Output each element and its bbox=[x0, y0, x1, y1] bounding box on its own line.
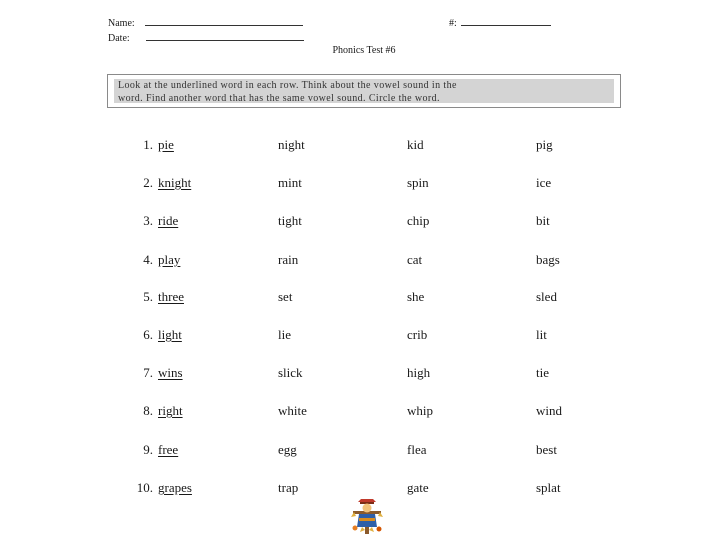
answer-option[interactable]: she bbox=[407, 289, 425, 304]
underlined-target-word: knight bbox=[158, 175, 192, 190]
question-number: 9. bbox=[143, 442, 153, 457]
scarecrow-icon bbox=[349, 498, 385, 534]
underlined-target-word: right bbox=[158, 403, 183, 418]
question-row bbox=[0, 175, 728, 195]
instructions-box bbox=[107, 74, 621, 108]
question-number: 8. bbox=[143, 403, 153, 418]
question-row bbox=[0, 289, 728, 309]
underlined-target-word: pie bbox=[158, 137, 174, 152]
underlined-target-word: free bbox=[158, 442, 179, 457]
answer-option[interactable]: wind bbox=[536, 403, 562, 418]
underlined-target-word: wins bbox=[158, 365, 183, 380]
underlined-target-word: light bbox=[158, 327, 182, 342]
answer-option[interactable]: lit bbox=[536, 327, 547, 342]
question-number: 2. bbox=[143, 175, 153, 190]
question-number: 5. bbox=[143, 289, 153, 304]
answer-option[interactable]: tight bbox=[278, 213, 302, 228]
number-label: #: bbox=[449, 18, 457, 29]
page-title: Phonics Test #6 bbox=[332, 45, 396, 56]
answer-option[interactable]: gate bbox=[407, 480, 429, 495]
answer-option[interactable]: bit bbox=[536, 213, 550, 228]
date-field[interactable] bbox=[108, 31, 304, 44]
answer-option[interactable]: spin bbox=[407, 175, 429, 190]
name-blank-line[interactable] bbox=[145, 16, 303, 26]
question-row bbox=[0, 480, 728, 500]
answer-option[interactable]: flea bbox=[407, 442, 427, 457]
answer-option[interactable]: mint bbox=[278, 175, 302, 190]
answer-option[interactable]: whip bbox=[407, 403, 433, 418]
answer-option[interactable]: best bbox=[536, 442, 557, 457]
name-label: Name: bbox=[108, 18, 135, 29]
answer-option[interactable]: kid bbox=[407, 137, 424, 152]
answer-option[interactable]: crib bbox=[407, 327, 428, 342]
answer-option[interactable]: slick bbox=[278, 365, 303, 380]
underlined-target-word: grapes bbox=[158, 480, 192, 495]
question-row bbox=[0, 213, 728, 233]
date-label: Date: bbox=[108, 33, 130, 44]
answer-option[interactable]: pig bbox=[536, 137, 553, 152]
underlined-target-word: ride bbox=[158, 213, 179, 228]
question-row bbox=[0, 252, 728, 272]
question-number: 7. bbox=[143, 365, 153, 380]
question-number: 6. bbox=[143, 327, 153, 342]
question-number: 3. bbox=[143, 213, 153, 228]
instructions-text bbox=[114, 79, 614, 103]
date-blank-line[interactable] bbox=[146, 31, 304, 41]
question-row bbox=[0, 403, 728, 423]
number-blank-line[interactable] bbox=[461, 16, 551, 26]
answer-option[interactable]: rain bbox=[278, 252, 299, 267]
question-row bbox=[0, 365, 728, 385]
underlined-target-word: three bbox=[158, 289, 184, 304]
answer-option[interactable]: night bbox=[278, 137, 305, 152]
answer-option[interactable]: egg bbox=[278, 442, 297, 457]
question-number: 10. bbox=[136, 480, 153, 495]
answer-option[interactable]: sled bbox=[536, 289, 557, 304]
question-row bbox=[0, 442, 728, 462]
number-field[interactable] bbox=[449, 16, 551, 29]
instructions-line-2: word. Find another word that has the same vowel sound. Circle the word. bbox=[118, 93, 440, 104]
question-number: 4. bbox=[143, 252, 153, 267]
answer-option[interactable]: tie bbox=[536, 365, 549, 380]
answer-option[interactable]: set bbox=[278, 289, 293, 304]
answer-option[interactable]: bags bbox=[536, 252, 560, 267]
answer-option[interactable]: lie bbox=[278, 327, 291, 342]
answer-option[interactable]: high bbox=[407, 365, 431, 380]
answer-option[interactable]: splat bbox=[536, 480, 561, 495]
name-field[interactable] bbox=[108, 16, 303, 29]
instructions-line-1: Look at the underlined word in each row. Think about the vowel sound in the bbox=[118, 80, 457, 91]
answer-option[interactable]: ice bbox=[536, 175, 552, 190]
answer-option[interactable]: cat bbox=[407, 252, 423, 267]
answer-option[interactable]: white bbox=[278, 403, 307, 418]
answer-option[interactable]: chip bbox=[407, 213, 430, 228]
question-row bbox=[0, 137, 728, 157]
question-number: 1. bbox=[143, 137, 153, 152]
answer-option[interactable]: trap bbox=[278, 480, 299, 495]
underlined-target-word: play bbox=[158, 252, 181, 267]
question-row bbox=[0, 327, 728, 347]
